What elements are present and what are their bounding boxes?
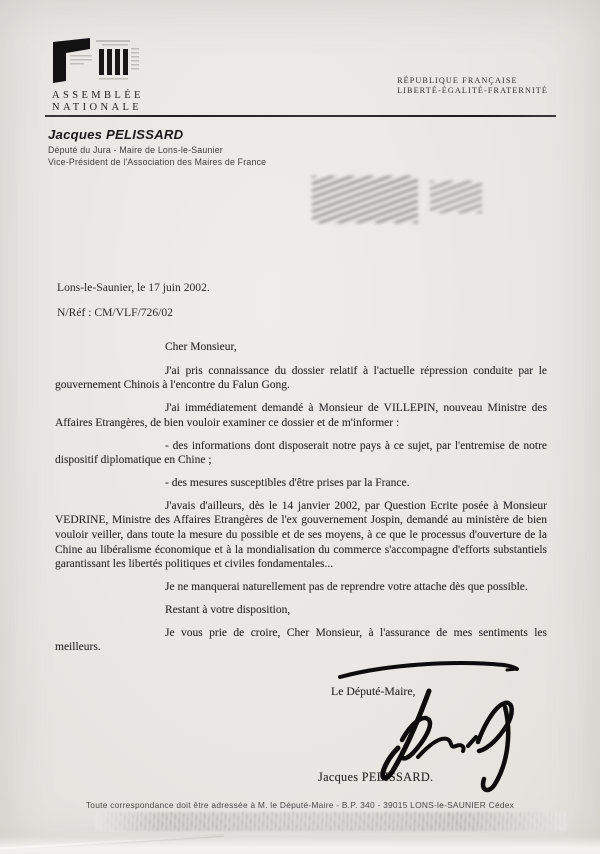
motto-line: LIBERTÉ-ÉGALITÉ-FRATERNITÉ [397, 86, 548, 95]
org-name-line2: NATIONALE [52, 101, 143, 113]
paragraph: J'avais d'ailleurs, dès le 14 janvier 2002, par Question Ecrite posée à Monsieur VEDRINE, Ministre des Affaires Etrangères de l'ex gouvernement Jospin, demandé au ministère de bien vouloir veiller, dans toute la mesure du possible et de ses moyens, à ce que le processus d'ouverture de la Chine au libéralisme économique et à la mondialisation du commerce s'accompagne d'efforts substantiels garantissant les libertés politiques et civiles fondamentales... [55, 499, 547, 571]
paragraph: J'ai immédiatement demandé à Monsieur de VILLEPIN, nouveau Ministre des Affaires Etrangères, de bien vouloir examiner ce dossier et de m'informer : [55, 402, 547, 429]
paragraph-bullet: - des mesures susceptibles d'être prises par la France. [165, 476, 410, 489]
footer-blurred-band [95, 812, 567, 831]
paragraph: J'ai pris connaissance du dossier relatif à l'actuelle répression conduite par le gouvernement Chinois à l'encontre du Falun Gong. [55, 364, 547, 392]
header-divider [45, 115, 556, 117]
footer-correspondence-note: Toute correspondance doit être adressée à M. le Député-Maire - B.P. 340 - 39015 LONS-le-SAUNIER Cédex [85, 800, 515, 810]
paragraph: Je ne manquerai naturellement pas de reprendre votre attache dès que possible. [165, 581, 528, 594]
blurred-text-block [312, 176, 418, 223]
blurred-text-block [430, 181, 482, 213]
sender-name: Jacques PELISSARD [48, 127, 184, 142]
letter-body [55, 340, 547, 663]
reference-number: N/Réf : CM/VLF/726/02 [57, 306, 173, 319]
assemblee-nationale-logo [52, 38, 144, 113]
republic-line: RÉPUBLIQUE FRANÇAISE [397, 76, 518, 85]
republic-block [397, 76, 548, 96]
paragraph-bullet: - des informations dont disposerait notre pays à ce sujet, par l'entremise de notre dispositif diplomatique en Chine ; [55, 439, 547, 467]
recipient-address-blurred [312, 174, 487, 226]
page-bottom-edge [0, 836, 600, 854]
signer-name: Jacques PELISSARD. [318, 770, 434, 784]
sender-block [48, 127, 266, 167]
closing-role: Le Député-Maire, [331, 684, 416, 698]
dateline: Lons-le-Saunier, le 17 juin 2002. [57, 281, 210, 294]
salutation: Cher Monsieur, [165, 341, 237, 353]
sender-title-1: Député du Jura - Maire de Lons-le-Saunier [48, 144, 223, 155]
sender-title-2: Vice-Président de l'Association des Maires de France [48, 157, 267, 167]
paragraph-closing: Je vous prie de croire, Cher Monsieur, à l'assurance de mes sentiments les meilleurs. [55, 626, 547, 654]
org-name-line1: ASSEMBLÉE [52, 90, 144, 101]
assemblee-nationale-emblem-icon [52, 38, 140, 86]
handwritten-signature [332, 656, 524, 798]
paragraph: Restant à votre disposition, [165, 603, 291, 616]
